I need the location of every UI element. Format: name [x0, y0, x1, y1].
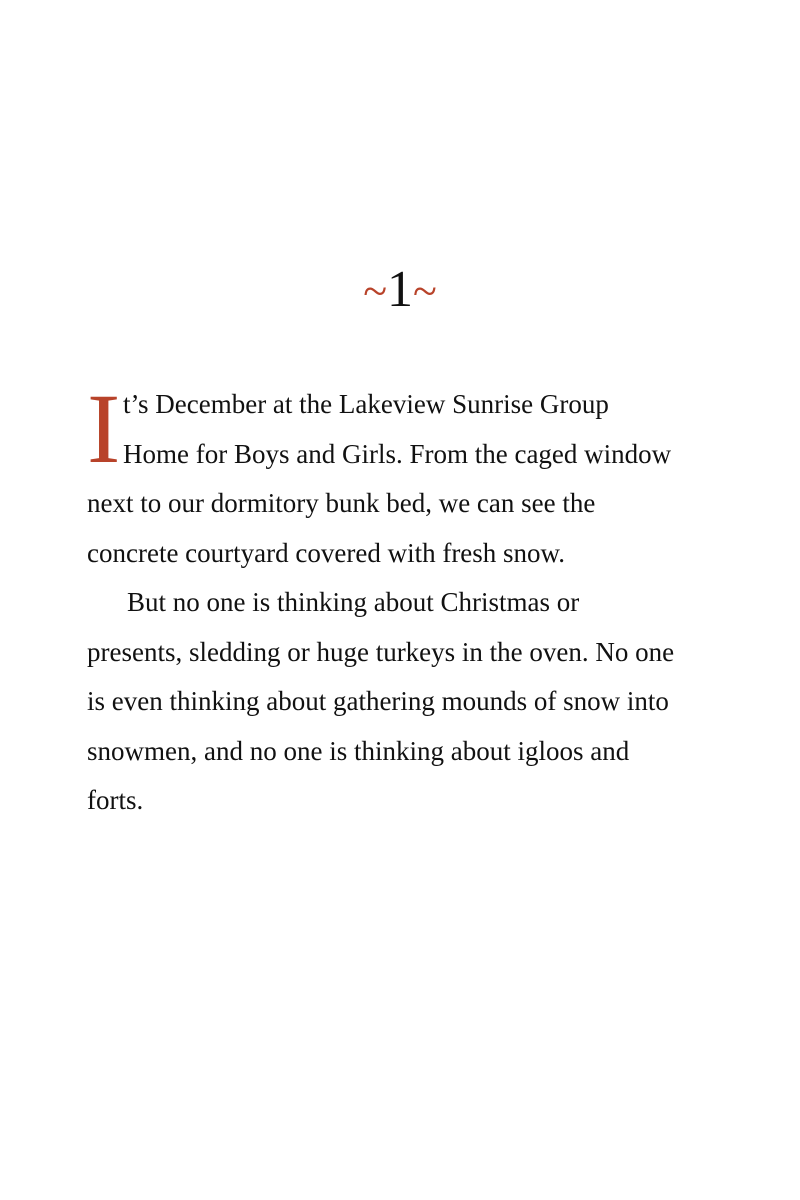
chapter-tilde-left: ~ [363, 267, 387, 316]
text-line: snowmen, and no one is thinking about igloos and [87, 735, 630, 766]
text-line: presents, sledding or huge turkeys in the oven. No one [87, 636, 675, 667]
text-line: concrete courtyard covered with fresh snow. [87, 537, 566, 568]
text-line: t’s December at the Lakeview Sunrise Group [123, 389, 609, 419]
text-line: But no one is thinking about Christmas or [127, 587, 580, 617]
drop-cap: I [87, 373, 121, 484]
text-line: is even thinking about gathering mounds of snow into [87, 686, 669, 716]
body-text [87, 373, 727, 826]
chapter-heading [0, 258, 800, 324]
text-line: forts. [87, 785, 144, 815]
text-line: next to our dormitory bunk bed, we can see the [87, 488, 596, 518]
text-line: Home for Boys and Girls. From the caged window [123, 438, 672, 469]
chapter-number: 1 [387, 261, 413, 318]
chapter-tilde-right: ~ [413, 267, 437, 316]
